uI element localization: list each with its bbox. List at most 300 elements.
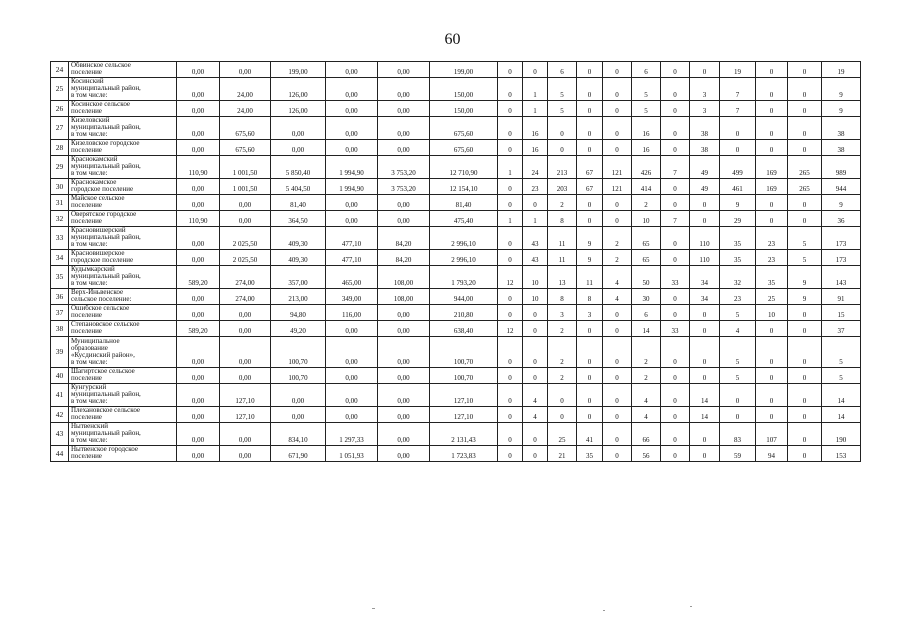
value-cell: 265 [788,156,822,179]
value-cell: 11 [548,250,577,266]
value-cell: 38 [690,140,720,156]
value-cell: 9 [577,227,603,250]
row-number: 38 [51,321,69,337]
value-cell: 0,00 [177,62,220,78]
value-cell: 0,00 [378,337,430,368]
value-cell: 0 [603,423,632,446]
value-cell: 0 [690,446,720,462]
value-cell: 5 404,50 [271,179,326,195]
value-cell: 0 [720,140,756,156]
value-cell: 0,00 [271,140,326,156]
value-cell: 16 [632,117,661,140]
value-cell: 0 [661,446,690,462]
value-cell: 43 [523,250,548,266]
value-cell: 65 [632,250,661,266]
value-cell: 65 [632,227,661,250]
value-cell: 94,80 [271,305,326,321]
table-row [51,266,861,289]
value-cell: 0,00 [177,446,220,462]
value-cell: 834,10 [271,423,326,446]
value-cell: 0 [523,305,548,321]
value-cell: 25 [756,289,788,305]
value-cell: 3 [577,305,603,321]
value-cell: 0 [720,117,756,140]
scan-speck [603,610,605,611]
value-cell: 0 [577,62,603,78]
value-cell: 12 154,10 [430,179,498,195]
value-cell: 0 [756,407,788,423]
table-row [51,227,861,250]
value-cell: 127,10 [220,384,271,407]
value-cell: 0,00 [326,101,378,117]
value-cell: 7 [661,156,690,179]
row-number: 40 [51,368,69,384]
value-cell: 1 [523,78,548,101]
value-cell: 14 [822,384,861,407]
municipality-name: Кунгурский муниципальный район, в том числе: [69,384,177,407]
value-cell: 0 [498,368,523,384]
value-cell: 3 753,20 [378,156,430,179]
value-cell: 8 [548,289,577,305]
value-cell: 4 [603,289,632,305]
table-row [51,446,861,462]
value-cell: 7 [720,101,756,117]
value-cell: 110 [690,250,720,266]
value-cell: 35 [720,227,756,250]
value-cell: 23 [720,289,756,305]
row-number: 35 [51,266,69,289]
municipality-name: Степановское сельское поселение [69,321,177,337]
value-cell: 84,20 [378,227,430,250]
value-cell: 6 [548,62,577,78]
value-cell: 0,00 [326,368,378,384]
table-row [51,289,861,305]
value-cell: 671,90 [271,446,326,462]
value-cell: 0 [603,62,632,78]
row-number: 28 [51,140,69,156]
value-cell: 1 001,50 [220,179,271,195]
value-cell: 0,00 [177,117,220,140]
value-cell: 0 [788,101,822,117]
value-cell: 0,00 [326,62,378,78]
value-cell: 190 [822,423,861,446]
value-cell: 34 [690,266,720,289]
value-cell: 0 [690,62,720,78]
value-cell: 0 [788,117,822,140]
value-cell: 49,20 [271,321,326,337]
value-cell: 0 [661,407,690,423]
value-cell: 0,00 [378,305,430,321]
value-cell: 0,00 [378,117,430,140]
value-cell: 121 [603,179,632,195]
value-cell: 24,00 [220,101,271,117]
value-cell: 0 [577,211,603,227]
value-cell: 426 [632,156,661,179]
value-cell: 0,00 [378,384,430,407]
value-cell: 9 [788,266,822,289]
value-cell: 0,00 [378,140,430,156]
value-cell: 0,00 [220,321,271,337]
municipality-name: Ошибское сельское поселение [69,305,177,321]
value-cell: 83 [720,423,756,446]
value-cell: 0 [498,227,523,250]
value-cell: 0 [498,407,523,423]
value-cell: 461 [720,179,756,195]
value-cell: 49 [690,156,720,179]
value-cell: 0 [523,446,548,462]
value-cell: 0,00 [378,368,430,384]
value-cell: 0 [788,384,822,407]
value-cell: 638,40 [430,321,498,337]
value-cell: 0,00 [271,384,326,407]
value-cell: 7 [720,78,756,101]
value-cell: 0 [577,195,603,211]
value-cell: 33 [661,321,690,337]
value-cell: 5 [548,101,577,117]
value-cell: 0 [577,101,603,117]
value-cell: 67 [577,179,603,195]
value-cell: 0 [603,211,632,227]
value-cell: 24 [523,156,548,179]
value-cell: 0 [788,305,822,321]
municipality-name: Верх-Иньвенское сельское поселение: [69,289,177,305]
value-cell: 9 [822,101,861,117]
value-cell: 0 [498,101,523,117]
value-cell: 0 [661,179,690,195]
row-number: 30 [51,179,69,195]
row-number: 44 [51,446,69,462]
value-cell: 2 996,10 [430,250,498,266]
value-cell: 2 025,50 [220,227,271,250]
value-cell: 2 131,43 [430,423,498,446]
value-cell: 0 [603,117,632,140]
value-cell: 6 [632,305,661,321]
value-cell: 1 793,20 [430,266,498,289]
value-cell: 5 [632,101,661,117]
row-number: 43 [51,423,69,446]
value-cell: 12 [498,321,523,337]
value-cell: 0,00 [177,195,220,211]
value-cell: 4 [523,384,548,407]
value-cell: 3 753,20 [378,179,430,195]
value-cell: 0 [498,446,523,462]
value-cell: 0 [548,140,577,156]
value-cell: 0 [788,337,822,368]
value-cell: 0 [603,321,632,337]
value-cell: 944,00 [430,289,498,305]
value-cell: 0 [661,384,690,407]
value-cell: 13 [548,266,577,289]
value-cell: 14 [632,321,661,337]
value-cell: 0,00 [177,423,220,446]
value-cell: 265 [788,179,822,195]
value-cell: 0,00 [177,101,220,117]
value-cell: 12 [498,266,523,289]
value-cell: 1 723,83 [430,446,498,462]
value-cell: 153 [822,446,861,462]
value-cell: 0 [756,211,788,227]
value-cell: 0,00 [378,101,430,117]
value-cell: 2 [548,368,577,384]
table-row [51,62,861,78]
table-row [51,407,861,423]
value-cell: 0,00 [378,446,430,462]
value-cell: 0 [498,337,523,368]
value-cell: 0,00 [378,78,430,101]
value-cell: 0 [577,384,603,407]
value-cell: 0 [788,211,822,227]
value-cell: 81,40 [271,195,326,211]
value-cell: 0 [523,337,548,368]
value-cell: 0 [788,446,822,462]
value-cell: 0,00 [177,250,220,266]
value-cell: 100,70 [271,368,326,384]
value-cell: 9 [822,78,861,101]
value-cell: 0 [577,117,603,140]
table-row [51,337,861,368]
value-cell: 0 [498,140,523,156]
value-cell: 0 [756,140,788,156]
value-cell: 0 [523,321,548,337]
value-cell: 0,00 [271,117,326,140]
municipality-name: Краснокамский муниципальный район, в том числе: [69,156,177,179]
row-number: 25 [51,78,69,101]
value-cell: 0 [603,407,632,423]
table-row [51,250,861,266]
value-cell: 0,00 [326,211,378,227]
table-row [51,321,861,337]
value-cell: 0,00 [378,211,430,227]
value-cell: 0 [603,101,632,117]
value-cell: 213,00 [271,289,326,305]
value-cell: 66 [632,423,661,446]
row-number: 31 [51,195,69,211]
value-cell: 0 [523,368,548,384]
municipality-name: Краснокамское городское поселение [69,179,177,195]
value-cell: 0 [548,407,577,423]
value-cell: 2 [548,195,577,211]
value-cell: 24,00 [220,78,271,101]
value-cell: 5 [632,78,661,101]
value-cell: 116,00 [326,305,378,321]
table-row [51,195,861,211]
value-cell: 100,70 [271,337,326,368]
value-cell: 989 [822,156,861,179]
value-cell: 37 [822,321,861,337]
value-cell: 5 [788,227,822,250]
value-cell: 0 [788,195,822,211]
value-cell: 1 [498,211,523,227]
value-cell: 4 [523,407,548,423]
value-cell: 143 [822,266,861,289]
value-cell: 1 297,33 [326,423,378,446]
value-cell: 0,00 [378,321,430,337]
value-cell: 349,00 [326,289,378,305]
value-cell: 9 [720,195,756,211]
value-cell: 0 [720,407,756,423]
value-cell: 0 [603,78,632,101]
value-cell: 0,00 [220,423,271,446]
municipality-name: Нытвенский муниципальный район, в том числе: [69,423,177,446]
value-cell: 5 [720,305,756,321]
row-number: 34 [51,250,69,266]
value-cell: 14 [690,384,720,407]
value-cell: 19 [822,62,861,78]
value-cell: 94 [756,446,788,462]
value-cell: 0 [498,423,523,446]
value-cell: 23 [756,250,788,266]
value-cell: 0 [756,321,788,337]
municipality-name: Муниципальное образование «Кусдинский район», в том числе: [69,337,177,368]
value-cell: 84,20 [378,250,430,266]
value-cell: 0 [756,368,788,384]
value-cell: 150,00 [430,78,498,101]
value-cell: 9 [788,289,822,305]
value-cell: 19 [720,62,756,78]
value-cell: 0 [603,140,632,156]
value-cell: 0 [661,195,690,211]
value-cell: 127,10 [430,407,498,423]
value-cell: 14 [690,407,720,423]
municipality-name: Косинское сельское поселение [69,101,177,117]
table-body [51,62,861,462]
value-cell: 0 [756,117,788,140]
value-cell: 2 [603,227,632,250]
value-cell: 409,30 [271,250,326,266]
value-cell: 100,70 [430,368,498,384]
value-cell: 0 [690,337,720,368]
value-cell: 0,00 [177,289,220,305]
value-cell: 0,00 [220,446,271,462]
value-cell: 0 [498,250,523,266]
value-cell: 0 [690,305,720,321]
table-row [51,384,861,407]
row-number: 24 [51,62,69,78]
table-row [51,179,861,195]
value-cell: 173 [822,250,861,266]
value-cell: 477,10 [326,227,378,250]
value-cell: 0 [690,423,720,446]
value-cell: 1 051,93 [326,446,378,462]
row-number: 27 [51,117,69,140]
value-cell: 0 [498,62,523,78]
value-cell: 0 [788,321,822,337]
row-number: 33 [51,227,69,250]
value-cell: 0 [603,368,632,384]
value-cell: 0 [756,384,788,407]
row-number: 37 [51,305,69,321]
value-cell: 675,60 [220,117,271,140]
value-cell: 2 [632,368,661,384]
value-cell: 475,40 [430,211,498,227]
value-cell: 0,00 [220,195,271,211]
value-cell: 33 [661,266,690,289]
value-cell: 0 [661,78,690,101]
value-cell: 499 [720,156,756,179]
municipality-name: Красновишерское городское поселение [69,250,177,266]
value-cell: 0 [788,140,822,156]
value-cell: 150,00 [430,101,498,117]
value-cell: 414 [632,179,661,195]
value-cell: 5 [822,337,861,368]
table-row [51,156,861,179]
value-cell: 2 025,50 [220,250,271,266]
value-cell: 0 [498,305,523,321]
value-cell: 0,00 [326,321,378,337]
value-cell: 9 [822,195,861,211]
value-cell: 2 [632,195,661,211]
value-cell: 213 [548,156,577,179]
value-cell: 25 [548,423,577,446]
value-cell: 0,00 [326,117,378,140]
value-cell: 169 [756,179,788,195]
table-row [51,117,861,140]
value-cell: 0 [523,195,548,211]
value-cell: 0 [548,117,577,140]
value-cell: 0 [756,78,788,101]
value-cell: 3 [690,78,720,101]
value-cell: 0 [498,289,523,305]
value-cell: 0 [788,407,822,423]
value-cell: 203 [548,179,577,195]
value-cell: 3 [690,101,720,117]
value-cell: 0 [756,195,788,211]
value-cell: 0 [661,140,690,156]
value-cell: 35 [720,250,756,266]
municipality-name: Оверятское городское поселение [69,211,177,227]
value-cell: 0,00 [177,368,220,384]
value-cell: 49 [690,179,720,195]
value-cell: 35 [577,446,603,462]
value-cell: 0 [661,250,690,266]
row-number: 26 [51,101,69,117]
row-number: 29 [51,156,69,179]
value-cell: 0,00 [177,337,220,368]
value-cell: 56 [632,446,661,462]
value-cell: 169 [756,156,788,179]
value-cell: 0,00 [326,195,378,211]
value-cell: 110,90 [177,156,220,179]
page-number: 60 [444,31,461,48]
value-cell: 5 850,40 [271,156,326,179]
value-cell: 0,00 [220,305,271,321]
value-cell: 0,00 [378,407,430,423]
municipality-name: Косинский муниципальный район, в том числе: [69,78,177,101]
value-cell: 6 [632,62,661,78]
value-cell: 15 [822,305,861,321]
value-cell: 0,00 [177,179,220,195]
value-cell: 477,10 [326,250,378,266]
value-cell: 16 [523,117,548,140]
value-cell: 0 [498,179,523,195]
value-cell: 5 [822,368,861,384]
value-cell: 0 [661,101,690,117]
table-row [51,140,861,156]
table-row [51,423,861,446]
value-cell: 5 [720,337,756,368]
value-cell: 59 [720,446,756,462]
value-cell: 364,50 [271,211,326,227]
row-number: 32 [51,211,69,227]
value-cell: 0 [661,305,690,321]
value-cell: 110 [690,227,720,250]
value-cell: 0,00 [378,423,430,446]
value-cell: 10 [523,289,548,305]
value-cell: 0,00 [378,62,430,78]
value-cell: 3 [548,305,577,321]
table-row [51,101,861,117]
municipality-name: Кизеловское городское поселение [69,140,177,156]
